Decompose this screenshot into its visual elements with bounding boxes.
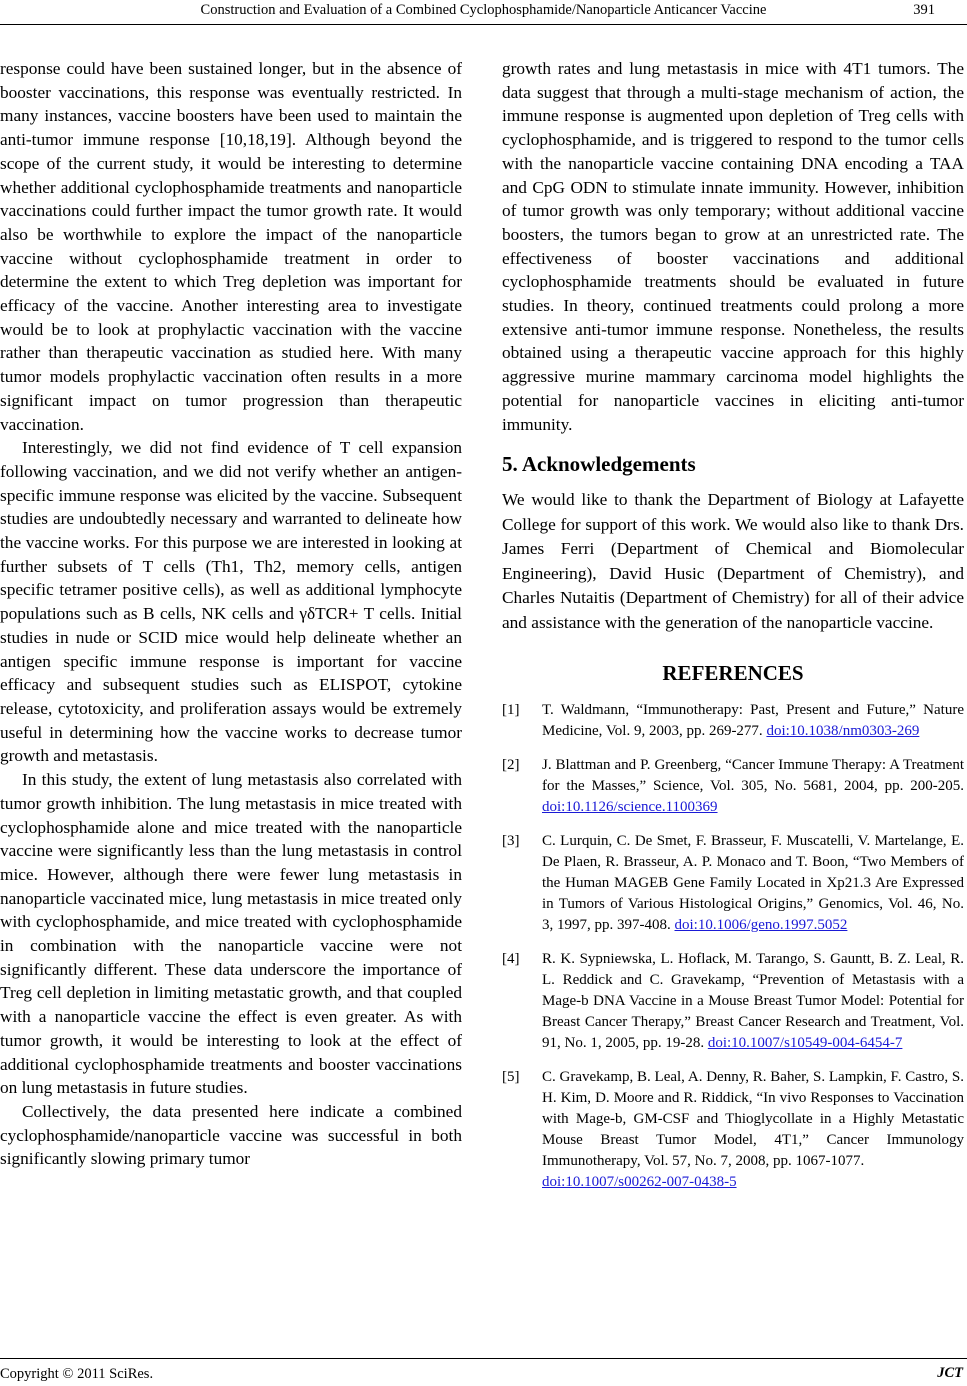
- reference-number: [2]: [502, 757, 520, 774]
- reference-text: [542, 831, 964, 936]
- reference-citation: J. Blattman and P. Greenberg, “Cancer Immune Therapy: A Treatment for the Masses,” Science, Vol. 305, No. 5681, 2004, pp. 200-205.: [542, 757, 964, 795]
- copyright-notice: Copyright © 2011 SciRes.: [0, 1366, 154, 1382]
- reference-number: [1]: [502, 702, 520, 719]
- reference-citation: R. K. Sypniewska, L. Hoflack, M. Tarango, S. Gauntt, B. Z. Leal, R. L. Reddick and C. Gravekamp, “Prevention of Metastasis with a Mage-b DNA Vaccine in a Mouse Breast Tumor Model: Potential for Breast Cancer Therapy,” Breast Cancer Research and Treatment, Vol. 91, No. 1, 2005, pp. 19-28.: [542, 951, 964, 1052]
- journal-abbreviation: JCT: [937, 1365, 963, 1381]
- left-column: [0, 57, 462, 1171]
- reference-text: [542, 700, 964, 742]
- reference-doi-link[interactable]: doi:10.1007/s00262-007-0438-5: [542, 1174, 737, 1191]
- acknowledgements-text: We would like to thank the Department of Biology at Lafayette College for support of this work. We would also like to thank Drs. James Ferri (Department of Chemical and Biomolecular Engineering), David Husic (Department of Chemistry), and Charles Nutaitis (Department of Chemistry) for all of their advice and assistance with the generation of the nanoparticle vaccine.: [502, 490, 964, 632]
- acknowledgements-heading: 5. Acknowledgements: [502, 452, 696, 477]
- reference-doi-link[interactable]: doi:10.1006/geno.1997.5052: [674, 917, 848, 934]
- reference-item: [502, 1067, 964, 1193]
- reference-item: [502, 949, 964, 1054]
- reference-text: [542, 949, 964, 1054]
- page-number: 391: [913, 2, 935, 18]
- body-paragraph: Collectively, the data presented here indicate a combined cyclophosphamide/nanoparticle vaccine was successful in both significantly slowing primary tumor: [0, 1101, 462, 1169]
- reference-list: [502, 700, 964, 1193]
- reference-citation: T. Waldmann, “Immunotherapy: Past, Present and Future,” Nature Medicine, Vol. 9, 2003, pp. 269-277.: [542, 702, 964, 740]
- body-paragraph: Interestingly, we did not find evidence of T cell expansion following vaccination, and we did not verify whether an antigen-specific immune response was elicited by the vaccine. Subsequent studies are undoubtedly necessary and warranted to delineate how the vaccine works. For this purpose we are interested in looking at further subsets of T cells (Th1, Th2, memory cells, antigen specific tetramer positive cells), as well as additional lymphocyte populations such as B cells, NK cells and γδTCR+ T cells. Initial studies in nude or SCID mice would help delineate whether an antigen specific immune response is important for vaccine efficacy and subsequent studies such as ELISPOT, cytokine release, cytotoxicity, and proliferation assays would be extremely useful in determining how the vaccine works to decrease tumor growth and metastasis.: [0, 438, 462, 766]
- page-footer: [0, 1358, 967, 1386]
- references-heading: REFERENCES: [662, 661, 804, 686]
- reference-number: [4]: [502, 951, 520, 968]
- footer-rule: [0, 1358, 967, 1359]
- body-paragraph: response could have been sustained longer, but in the absence of booster vaccinations, this response was eventually restricted. In many instances, vaccine boosters have been used to maintain the anti-tumor immune response [10,18,19]. Although beyond the scope of the current study, it would be interesting to determine whether additional cyclophosphamide treatments and nanoparticle vaccinations could further impact the tumor growth rate. It would also be worthwhile to explore the impact of the nanoparticle vaccine without cyclophosphamide treatment in order to determine the extent to which Treg depletion was important for efficacy of the vaccine. Another interesting area to investigate would be to look at prophylactic vaccination with the vaccine rather than therapeutic vaccination as studied here. With many tumor models prophylactic vaccination often results in a more significant impact on tumor progression than therapeutic vaccination.: [0, 59, 462, 434]
- reference-text: [542, 755, 964, 818]
- acknowledgements-section: [502, 488, 964, 635]
- header-rule: [0, 24, 967, 25]
- reference-doi-link[interactable]: doi:10.1126/science.1100369: [542, 799, 718, 816]
- reference-doi-link[interactable]: doi:10.1007/s10549-004-6454-7: [707, 1035, 903, 1052]
- running-title: Construction and Evaluation of a Combined Cyclophosphamide/Nanoparticle Anticancer Vaccine: [200, 2, 767, 18]
- right-column: [502, 57, 964, 1206]
- reference-number: [5]: [502, 1069, 520, 1086]
- reference-doi-link[interactable]: doi:10.1038/nm0303-269: [766, 723, 920, 740]
- reference-number: [3]: [502, 833, 520, 850]
- reference-text: [542, 1067, 964, 1193]
- reference-item: [502, 755, 964, 818]
- body-paragraph: In this study, the extent of lung metastasis also correlated with tumor growth inhibition. The lung metastasis in mice treated with cyclophosphamide alone and mice treated with the nanoparticle vaccine were significantly less than the lung metastasis in control mice. However, although there were fewer lung metastasis in nanoparticle vaccinated mice, lung metastasis in mice treated only with cyclophosphamide, and mice treated with cyclophosphamide in combination with the nanoparticle vaccine were not significantly different. These data underscore the importance of Treg cell depletion in limiting metastatic growth, and that coupled with a nanoparticle vaccine the effect is even greater. As with tumor growth, it would be interesting to look at the effect of additional cyclophosphamide treatments and booster vaccinations on lung metastasis in future studies.: [0, 770, 462, 1098]
- reference-citation: C. Gravekamp, B. Leal, A. Denny, R. Baher, S. Lampkin, F. Castro, S. H. Kim, D. Moore and R. Riddick, “In vivo Responses to Vaccination with Mage-b, GM-CSF and Thioglycollate in a Highly Metastatic Mouse Breast Tumor Model, 4T1,” Cancer Immunology Immunotherapy, Vol. 57, No. 7, 2008, pp. 1067-1077.: [542, 1069, 964, 1170]
- body-paragraph: growth rates and lung metastasis in mice with 4T1 tumors. The data suggest that through a multi-stage mechanism of action, the immune response is augmented upon depletion of Treg cells with cyclophosphamide, and is triggered to respond to the tumor cells with the nanoparticle vaccine containing DNA encoding a TAA and CpG ODN to stimulate innate immunity. However, inhibition of tumor growth was only temporary; without additional vaccine boosters, the tumors began to grow at an unrestricted rate. The effectiveness of booster vaccinations and additional cyclophosphamide treatments should be evaluated in future studies. In theory, continued treatments could prolong a more extensive anti-tumor immune response. Nonetheless, the results obtained using a therapeutic vaccine approach for this highly aggressive murine mammary carcinoma model highlights the potential for nanoparticle vaccines in eliciting anti-tumor immunity.: [502, 59, 964, 434]
- reference-citation: C. Lurquin, C. De Smet, F. Brasseur, F. Muscatelli, V. Martelange, E. De Plaen, R. Brasseur, A. P. Monaco and T. Boon, “Two Members of the Human MAGEB Gene Family Located in Xp21.3 Are Expressed in Tumors of Various Histological Origins,” Genomics, Vol. 46, No. 3, 1997, pp. 397-408.: [542, 833, 964, 934]
- reference-item: [502, 700, 964, 742]
- reference-item: [502, 831, 964, 936]
- page-header: [0, 0, 967, 26]
